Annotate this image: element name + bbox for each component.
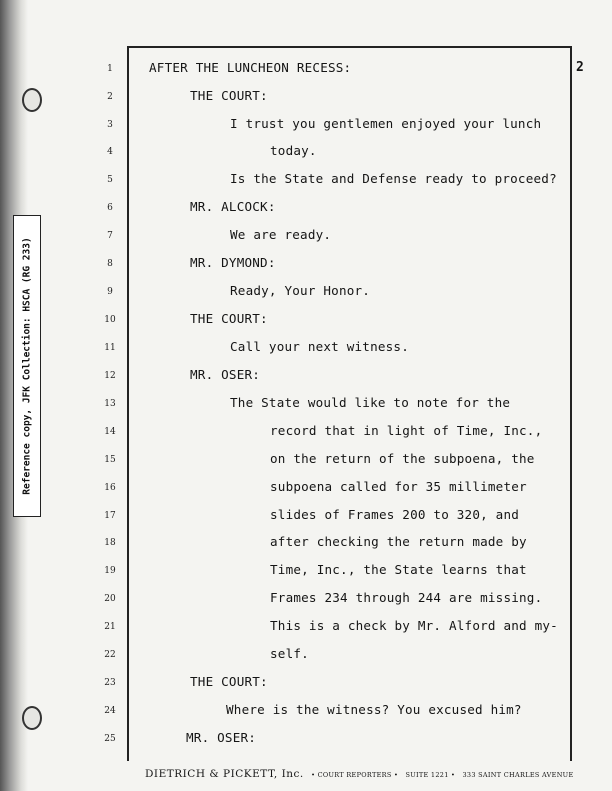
line-number: 9 — [107, 287, 113, 297]
archive-reference-text: Reference copy, JFK Collection: HSCA (RG 233) — [21, 237, 33, 495]
line-number: 18 — [104, 538, 116, 548]
line-number: 24 — [104, 706, 116, 716]
line-number: 8 — [107, 259, 113, 269]
line-number: 7 — [107, 231, 113, 241]
archive-reference-label — [13, 215, 41, 517]
footer-address: 333 SAINT CHARLES AVENUE — [462, 771, 574, 779]
line-number: 11 — [104, 343, 116, 353]
footer-suite: SUITE 1221 • — [405, 771, 456, 779]
line-text: MR. DYMOND: — [190, 255, 276, 270]
line-number: 20 — [104, 594, 116, 604]
line-text: THE COURT: — [190, 311, 268, 326]
line-number: 5 — [107, 175, 113, 185]
line-text: Ready, Your Honor. — [230, 283, 371, 298]
line-text: MR. OSER: — [190, 367, 261, 382]
line-number: 6 — [107, 203, 113, 213]
line-text: MR. ALCOCK: — [190, 199, 276, 214]
line-number: 16 — [104, 483, 116, 493]
line-text: slides of Frames 200 to 320, and — [270, 507, 520, 522]
line-number: 13 — [104, 399, 116, 409]
line-text: We are ready. — [230, 227, 332, 242]
line-number: 2 — [107, 92, 113, 102]
line-text: self. — [270, 646, 309, 661]
line-number: 1 — [107, 64, 113, 74]
line-number: 19 — [104, 566, 116, 576]
footer-reporters: • COURT REPORTERS • — [311, 771, 399, 779]
line-number: 10 — [104, 315, 116, 325]
line-text: Frames 234 through 244 are missing. — [270, 590, 543, 605]
binder-hole — [22, 706, 42, 730]
footer-firm: DIETRICH & PICKETT, Inc. — [145, 768, 304, 780]
line-text: record that in light of Time, Inc., — [270, 423, 543, 438]
line-text: today. — [270, 143, 317, 158]
line-number: 17 — [104, 511, 116, 521]
line-number: 12 — [104, 371, 116, 381]
line-number: 23 — [104, 678, 116, 688]
line-text: MR. OSER: — [186, 730, 257, 745]
line-number: 3 — [107, 120, 113, 130]
line-text: after checking the return made by — [270, 534, 527, 549]
line-text: THE COURT: — [190, 88, 268, 103]
binder-hole — [22, 88, 42, 112]
line-text: This is a check by Mr. Alford and my- — [270, 618, 558, 633]
line-text: I trust you gentlemen enjoyed your lunch — [230, 116, 542, 131]
line-number: 14 — [104, 427, 116, 437]
page-number: 2 — [576, 60, 584, 75]
line-text: The State would like to note for the — [230, 395, 511, 410]
line-text: Time, Inc., the State learns that — [270, 562, 527, 577]
line-number: 25 — [104, 734, 116, 744]
line-number: 4 — [107, 147, 113, 157]
line-text: Where is the witness? You excused him? — [226, 702, 522, 717]
line-number: 21 — [104, 622, 116, 632]
line-text: THE COURT: — [190, 674, 268, 689]
line-number: 15 — [104, 455, 116, 465]
line-text: AFTER THE LUNCHEON RECESS: — [149, 60, 352, 75]
line-text: on the return of the subpoena, the — [270, 451, 535, 466]
line-number: 22 — [104, 650, 116, 660]
footer — [145, 768, 585, 780]
line-text: subpoena called for 35 millimeter — [270, 479, 527, 494]
line-text: Call your next witness. — [230, 339, 409, 354]
line-text: Is the State and Defense ready to proceed? — [230, 171, 557, 186]
